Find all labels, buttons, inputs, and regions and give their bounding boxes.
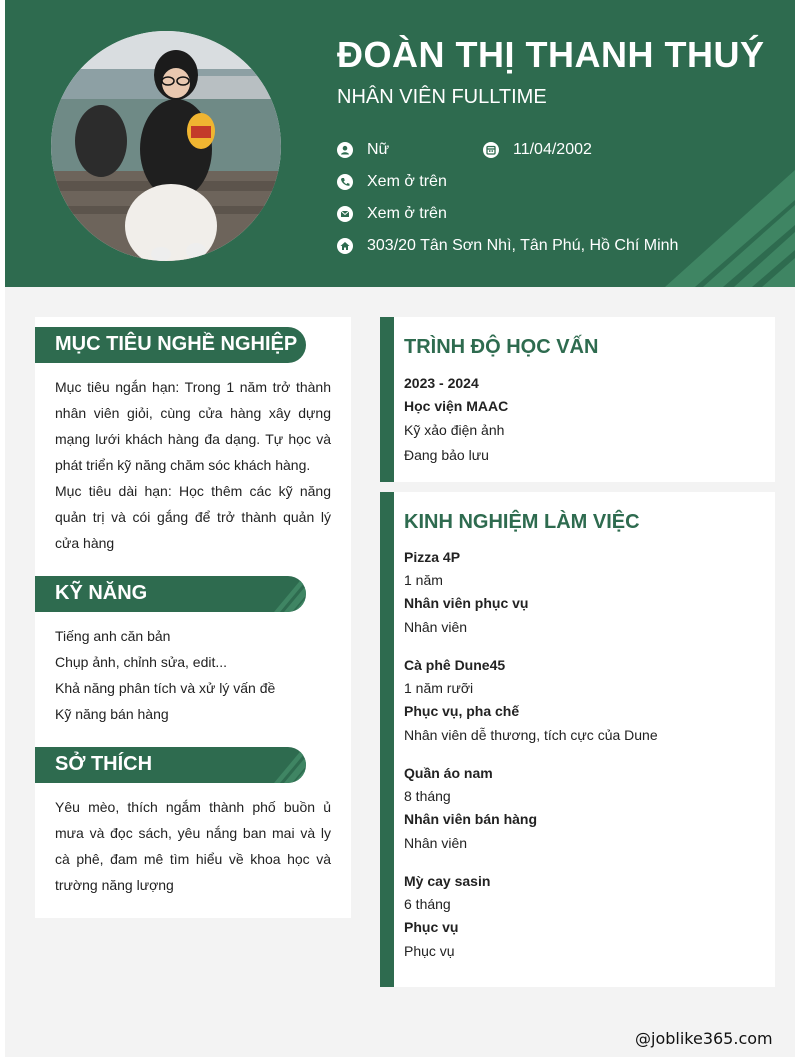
job-entry xyxy=(404,870,764,964)
job-duration: 1 năm xyxy=(404,572,443,588)
watermark: @joblike365.com xyxy=(635,1029,773,1048)
profile-photo-icon xyxy=(51,31,281,261)
home-icon xyxy=(337,238,353,254)
email-row xyxy=(337,205,447,223)
objective-section xyxy=(55,374,331,556)
hobbies-title: SỞ THÍCH xyxy=(55,753,153,775)
job-entry xyxy=(404,546,764,640)
accent-bar xyxy=(380,492,394,987)
education-card xyxy=(380,317,775,482)
education-period: 2023 - 2024 xyxy=(404,375,479,391)
gender-value: Nữ xyxy=(367,141,390,158)
education-title: TRÌNH ĐỘ HỌC VẤN xyxy=(404,336,599,358)
objective-short-term: Mục tiêu ngắn hạn: Trong 1 năm trở thành nhân viên giỏi, cùng cửa hàng xây dựng mạng lưới khách hàng đa dạng. Tự học và phát triển kỹ năng chăm sóc khách hàng. xyxy=(55,379,331,473)
phone-value: Xem ở trên xyxy=(367,173,447,190)
address-row xyxy=(337,237,678,255)
objective-long-term: Mục tiêu dài hạn: Học thêm các kỹ năng quản trị và cói gắng để trở thành quản lý cửa hàng xyxy=(55,483,331,551)
hobbies-text: Yêu mèo, thích ngắm thành phố buồn ủ mưa và đọc sách, yêu nắng ban mai và ly cà phê, đam mê tìm hiểu về khoa học và trường năng lượng xyxy=(55,799,331,893)
user-icon xyxy=(337,142,353,158)
skills-list xyxy=(55,623,331,727)
skill-item: Tiếng anh căn bản xyxy=(55,628,171,644)
education-school: Học viện MAAC xyxy=(404,398,509,414)
hobbies-heading-tab xyxy=(35,747,306,783)
job-company: Cà phê Dune45 xyxy=(404,657,506,673)
email-value: Xem ở trên xyxy=(367,205,447,222)
job-company: Pizza 4P xyxy=(404,549,461,565)
cv-header xyxy=(5,0,795,287)
job-description: Phục vụ xyxy=(404,943,455,959)
education-major: Kỹ xảo điện ảnh xyxy=(404,422,505,438)
birthday-row xyxy=(483,141,592,159)
objective-heading-tab xyxy=(35,327,306,363)
job-duration: 1 năm rưỡi xyxy=(404,680,474,696)
job-role: Phục vụ xyxy=(404,919,459,935)
job-company: Quần áo nam xyxy=(404,765,493,781)
skill-item: Chụp ảnh, chỉnh sửa, edit... xyxy=(55,654,228,670)
phone-icon xyxy=(337,174,353,190)
skill-item: Kỹ năng bán hàng xyxy=(55,706,169,722)
education-details xyxy=(404,372,764,468)
job-description: Nhân viên xyxy=(404,619,468,635)
education-status: Đang bảo lưu xyxy=(404,447,489,463)
email-icon xyxy=(337,206,353,222)
objective-title: MỤC TIÊU NGHỀ NGHIỆP xyxy=(55,333,298,355)
phone-row xyxy=(337,173,447,191)
job-role: Phục vụ, pha chế xyxy=(404,703,520,719)
candidate-name: ĐOÀN THỊ THANH THUÝ xyxy=(337,34,765,75)
job-role: Nhân viên bán hàng xyxy=(404,811,538,827)
tab-stripes-decoration xyxy=(246,747,306,783)
job-position: NHÂN VIÊN FULLTIME xyxy=(337,86,547,108)
job-role: Nhân viên phục vụ xyxy=(404,595,529,611)
job-entry xyxy=(404,762,764,856)
job-description: Nhân viên dễ thương, tích cực của Dune xyxy=(404,727,658,743)
experience-list xyxy=(404,546,764,978)
job-company: Mỳ cay sasin xyxy=(404,873,491,889)
tab-stripes-decoration xyxy=(246,576,306,612)
skills-heading-tab xyxy=(35,576,306,612)
skill-item: Khả năng phân tích và xử lý vấn đề xyxy=(55,680,276,696)
accent-bar xyxy=(380,317,394,482)
left-column-card xyxy=(35,317,351,918)
calendar-icon xyxy=(483,142,499,158)
avatar xyxy=(51,31,281,261)
job-entry xyxy=(404,654,764,748)
experience-card xyxy=(380,492,775,987)
job-duration: 8 tháng xyxy=(404,788,451,804)
experience-title: KINH NGHIỆM LÀM VIỆC xyxy=(404,511,640,533)
address-value: 303/20 Tân Sơn Nhì, Tân Phú, Hồ Chí Minh xyxy=(367,237,679,254)
job-duration: 6 tháng xyxy=(404,896,451,912)
job-description: Nhân viên xyxy=(404,835,468,851)
cv-page xyxy=(5,0,795,1057)
gender-row xyxy=(337,141,389,159)
skills-title: KỸ NĂNG xyxy=(55,582,148,604)
birthday-value: 11/04/2002 xyxy=(513,141,592,158)
